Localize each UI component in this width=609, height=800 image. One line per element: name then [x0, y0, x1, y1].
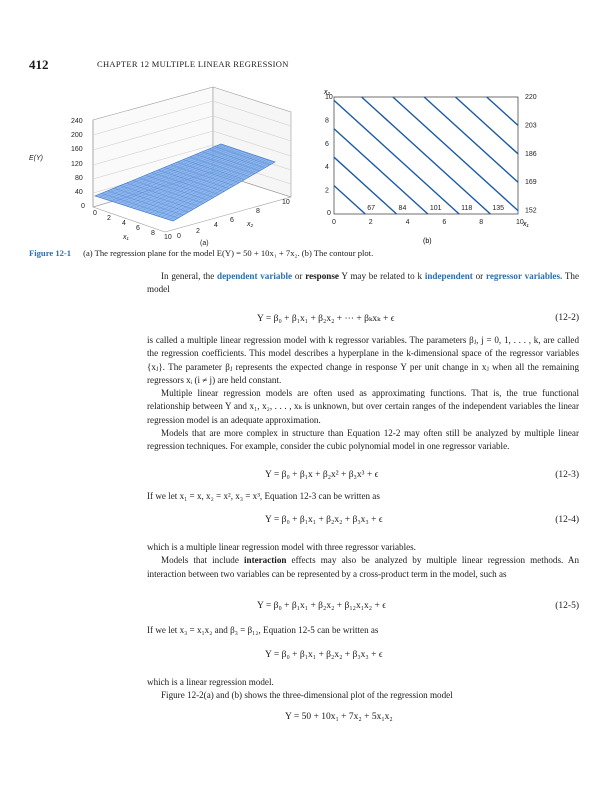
x2-tick: 8 — [256, 208, 260, 215]
contour-line — [334, 100, 459, 214]
paragraph-text: is called a multiple linear regression model with k regressor variables. The parameters βⱼ, j = 0, 1, . . . , k, are called the regression coefficients. This model describes a hyperplane in the k-dimensional space of the regressor variables {xⱼ}. The parameter βⱼ represents the expected change in response Y per unit change in xⱼ when all the remaining regressors xᵢ (i ≠ j) are held constant. — [147, 335, 579, 385]
paragraph-let — [147, 624, 579, 637]
key-term: independent — [424, 271, 473, 281]
x1-tick: 10 — [516, 219, 524, 226]
text: effects may also be analyzed by multiple linear regression methods. An interaction between two variables can be represented by a cross-product term in the model, such as — [147, 555, 579, 579]
x2-tick: 0 — [327, 210, 331, 217]
x1-tick: 4 — [122, 220, 126, 227]
equation-number: (12-4) — [555, 515, 579, 525]
equation-formula: Y = 50 + 10x₁ + 7x₂ + 5x₁x₂ — [285, 712, 393, 722]
contour-line — [393, 97, 518, 211]
x1-tick: 10 — [164, 234, 172, 241]
x2-tick: 10 — [325, 94, 333, 101]
text: Models that include — [161, 555, 244, 566]
z-tick: 200 — [71, 132, 83, 139]
equation-formula: Y = β₀ + β₁x₁ + β₂x₂ + ⋯ + βₖxₖ + ϵ — [257, 314, 395, 324]
paragraph-text: which is a linear regression model. — [147, 677, 274, 687]
x1-tick: 6 — [442, 219, 447, 226]
text: or — [292, 271, 306, 281]
key-term: response — [305, 271, 339, 281]
x1-axis-label: x₁ — [523, 221, 529, 228]
contour-level-label: 203 — [525, 122, 537, 130]
equation-formula: Y = β₀ + β₁x + β₂x² + β₃x³ + ϵ — [265, 470, 379, 480]
z-tick: 240 — [71, 118, 83, 125]
figure-caption-text: (a) The regression plane for the model E(Y) = 50 + 10x₁ + 7x₂. (b) The contour plot. — [83, 248, 374, 258]
z-tick: 40 — [75, 189, 83, 196]
contour-line — [455, 97, 518, 154]
contour-level-label: 152 — [525, 207, 537, 215]
contour-line — [487, 97, 518, 125]
paragraph-substitution — [147, 490, 579, 503]
x2-tick: 2 — [196, 228, 200, 235]
z-tick: 80 — [75, 175, 83, 182]
key-term: regressor variables. — [485, 271, 563, 281]
paragraph-text: If we let x₃ = x₁x₂ and β₃ = β₁₂, Equation 12-5 can be written as — [147, 625, 379, 635]
paragraph-text: which is a multiple linear regression model with three regressor variables. — [147, 542, 416, 552]
x1-tick: 6 — [136, 225, 140, 232]
contour-line — [362, 97, 491, 214]
contour-level-label: 118 — [461, 205, 473, 212]
contour-level-label: 169 — [525, 179, 537, 187]
x2-axis-label: x₂ — [247, 221, 254, 228]
contour-line — [334, 186, 365, 214]
figure-caption — [29, 248, 589, 258]
x1-tick: 0 — [332, 219, 336, 226]
equation-12-5 — [147, 601, 579, 615]
contour-level-label: 67 — [367, 205, 376, 212]
x1-tick: 4 — [405, 219, 410, 226]
paragraph-text: Multiple linear regression models are often used as approximating functions. That is, the true functional relationship between Y and x₁, x₂, . . . , xₖ is unknown, but over certain ranges of the independent variables the linear regression model is an adequate approximation. — [147, 388, 579, 425]
running-title: CHAPTER 12 MULTIPLE LINEAR REGRESSION — [97, 59, 289, 69]
key-term: dependent variable — [217, 271, 293, 281]
x2-axis-label: x₂ — [324, 89, 331, 96]
x1-tick: 2 — [368, 219, 373, 226]
paragraph-interaction — [147, 541, 579, 581]
contour-line — [424, 97, 518, 182]
contour-level-label: 84 — [398, 205, 407, 212]
equation-formula: Y = β₀ + β₁x₁ + β₂x₂ + β₁₂x₁x₂ + ϵ — [257, 601, 387, 611]
page-number: 412 — [29, 57, 49, 72]
z-tick: 0 — [81, 203, 85, 210]
x2-tick: 8 — [325, 117, 329, 125]
equation-unnumbered-1 — [147, 650, 579, 664]
text: Y may be related to k — [338, 271, 425, 281]
equation-formula: Y = β₀ + β₁x₁ + β₂x₂ + β₃x₃ + ϵ — [265, 650, 383, 660]
x1-axis-label: x₁ — [123, 234, 129, 241]
equation-number: (12-3) — [555, 470, 579, 480]
paragraph-text: Figure 12-2(a) and (b) shows the three-dimensional plot of the regression model — [161, 690, 453, 701]
equation-number: (12-5) — [555, 601, 579, 611]
contour-line — [334, 157, 397, 214]
contour-level-label: 101 — [429, 205, 442, 212]
x2-tick: 2 — [325, 187, 329, 195]
x1-tick: 8 — [151, 230, 155, 237]
x2-tick: 4 — [325, 164, 329, 172]
x1-tick: 2 — [107, 215, 111, 222]
figure-b-contour-plot — [305, 82, 565, 245]
x2-tick: 6 — [230, 217, 234, 224]
x1-tick: 0 — [93, 210, 97, 217]
contour-level-label: 220 — [525, 94, 537, 101]
paragraph-text: Models that are more complex in structure than Equation 12-2 may often still be analyzed by multiple linear regression techniques. For example, consider the cubic polynomial model in one regressor variable. — [147, 428, 579, 452]
text: In general, the — [161, 271, 218, 281]
paragraph-closing — [147, 676, 579, 703]
contour-level-label: 135 — [492, 205, 505, 212]
z-tick: 160 — [71, 146, 83, 153]
text: or — [472, 271, 486, 281]
key-term: interaction — [244, 555, 287, 566]
contour-level-label: 186 — [525, 150, 537, 158]
x2-tick: 10 — [282, 199, 290, 206]
x1-tick: 8 — [479, 219, 484, 226]
figure-caption-label: Figure 12-1 — [29, 248, 72, 258]
x2-tick: 6 — [325, 140, 329, 148]
equation-number: (12-2) — [555, 313, 579, 323]
equation-12-4 — [147, 515, 579, 529]
x2-tick: 4 — [214, 222, 218, 229]
equation-12-2 — [147, 313, 579, 327]
figure-b-label: (b) — [423, 238, 432, 245]
contour-line — [334, 129, 428, 214]
z-axis-label: E(Y) — [29, 155, 43, 162]
x2-tick: 0 — [177, 233, 181, 240]
paragraph-definition — [147, 334, 579, 454]
equation-unnumbered-2 — [147, 712, 579, 726]
paragraph-intro — [147, 270, 579, 297]
z-tick: 120 — [71, 161, 83, 168]
equation-formula: Y = β₀ + β₁x₁ + β₂x₂ + β₃x₃ + ϵ — [265, 515, 383, 525]
figure-a-label: (a) — [200, 240, 209, 247]
figure-a-3d-plot — [25, 82, 325, 247]
paragraph-text: If we let x₁ = x, x₂ = x², x₃ = x³, Equation 12-3 can be written as — [147, 491, 380, 501]
equation-12-3 — [147, 470, 579, 484]
text: The model — [147, 271, 580, 295]
